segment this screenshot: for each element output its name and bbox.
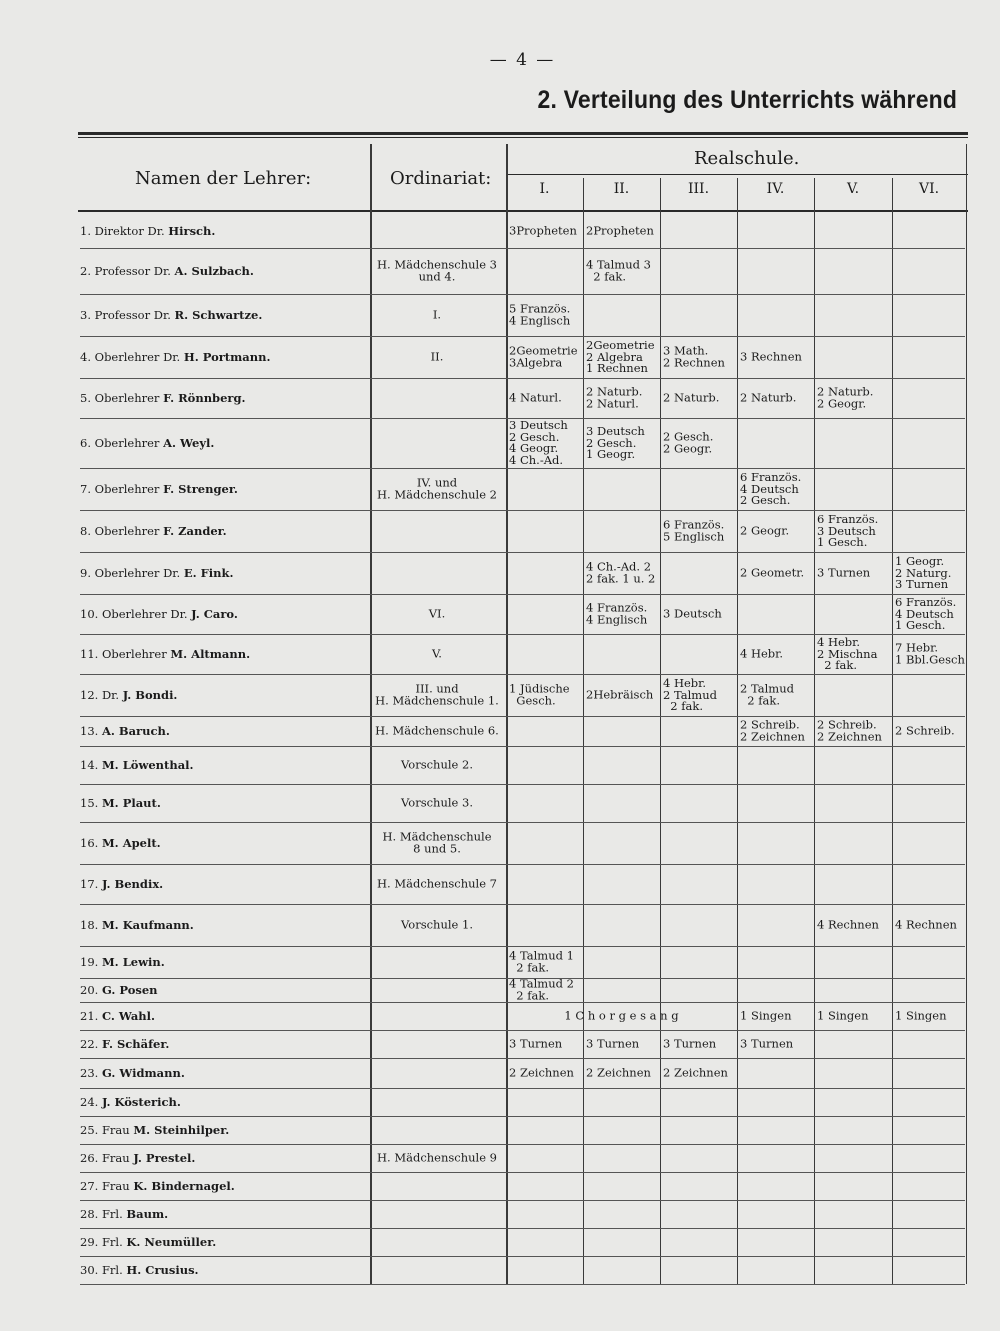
teacher-number: 19. bbox=[80, 955, 102, 969]
teacher-name bbox=[80, 566, 234, 580]
lesson-cell: 1 Geogr. 2 Naturg. 3 Turnen bbox=[895, 553, 952, 591]
lesson-cell: 2 Zeichnen bbox=[509, 1065, 574, 1080]
lesson-cell: 2 Talmud 2 fak. bbox=[740, 681, 794, 707]
teacher-number: 5. bbox=[80, 391, 95, 405]
teacher-number: 1. bbox=[80, 224, 95, 238]
lesson-cell: 6 Französ. 4 Deutsch 1 Gesch. bbox=[895, 594, 957, 632]
teacher-number: 24. bbox=[80, 1095, 102, 1109]
teacher-name bbox=[80, 647, 250, 661]
lesson-cell: 2 Zeichnen bbox=[586, 1065, 651, 1080]
teacher-name bbox=[80, 1235, 216, 1249]
lesson-cell: 1 Jüdische Gesch. bbox=[509, 681, 570, 707]
teacher-surname: F. Zander. bbox=[163, 524, 227, 538]
teacher-title: Oberlehrer bbox=[94, 436, 164, 450]
lesson-cell: 3 Rechnen bbox=[740, 349, 802, 364]
teacher-number: 25. bbox=[80, 1123, 102, 1137]
teacher-name bbox=[80, 1095, 181, 1109]
table-row bbox=[70, 1030, 970, 1058]
lesson-cell: 4 Rechnen bbox=[895, 917, 957, 932]
lesson-cell: 2 Geogr. bbox=[740, 523, 790, 538]
teacher-surname: G. Posen bbox=[101, 983, 158, 997]
teacher-name bbox=[80, 524, 227, 538]
teacher-title: Oberlehrer Dr. bbox=[94, 566, 184, 580]
section-heading: 2. Verteilung des Unterrichts während bbox=[537, 86, 957, 114]
teacher-name bbox=[80, 877, 163, 891]
teacher-number: 15. bbox=[80, 796, 102, 810]
teacher-name bbox=[80, 607, 238, 621]
table-row bbox=[70, 864, 970, 904]
ordinariat-cell: IV. und H. Mädchenschule 2 bbox=[376, 475, 497, 501]
teacher-surname: M. Löwenthal. bbox=[101, 758, 194, 772]
row-divider bbox=[80, 1284, 965, 1285]
lesson-cell: 3 Turnen bbox=[509, 1036, 563, 1051]
lesson-cell: 3 Deutsch 2 Gesch. 4 Geogr. 4 Ch.-Ad. bbox=[509, 418, 568, 467]
table-row bbox=[70, 1200, 970, 1228]
ordinariat-cell: II. bbox=[430, 349, 444, 364]
ordinariat-cell: VI. bbox=[428, 606, 446, 621]
teacher-surname: J. Prestel. bbox=[133, 1151, 196, 1165]
teacher-surname: R. Schwartze. bbox=[174, 308, 263, 322]
teacher-name bbox=[80, 1009, 155, 1023]
lesson-cell: 2 Naturb. bbox=[663, 390, 720, 405]
table-row bbox=[70, 418, 970, 468]
teacher-title: Oberlehrer Dr. bbox=[94, 350, 184, 364]
teacher-title: Oberlehrer bbox=[94, 482, 164, 496]
teacher-name bbox=[80, 1123, 229, 1137]
table-row bbox=[70, 978, 970, 1002]
teacher-name bbox=[80, 1207, 168, 1221]
teacher-number: 28. bbox=[80, 1207, 102, 1221]
table-row bbox=[70, 1228, 970, 1256]
teacher-name bbox=[80, 918, 194, 932]
top-rule-thin bbox=[78, 137, 968, 138]
teacher-surname: E. Fink. bbox=[183, 566, 234, 580]
teacher-number: 30. bbox=[80, 1263, 102, 1277]
teacher-number: 22. bbox=[80, 1037, 102, 1051]
teacher-number: 6. bbox=[80, 436, 95, 450]
lesson-cell: 2Hebräisch bbox=[586, 687, 654, 702]
teacher-number: 20. bbox=[80, 983, 102, 997]
teacher-name bbox=[80, 436, 214, 450]
lesson-cell: 4 Hebr. 2 Mischna 2 fak. bbox=[817, 634, 878, 672]
chorgesang-cell: 1 C h o r g e s a n g bbox=[564, 1008, 679, 1023]
teacher-number: 18. bbox=[80, 918, 102, 932]
lesson-cell: 4 Hebr. 2 Talmud 2 fak. bbox=[663, 675, 717, 713]
teacher-surname: Baum. bbox=[126, 1207, 169, 1221]
ordinariat-cell: Vorschule 2. bbox=[401, 757, 473, 772]
header-ordinariat: Ordinariat: bbox=[390, 168, 492, 189]
teacher-number: 23. bbox=[80, 1066, 102, 1080]
lesson-cell: 2 Zeichnen bbox=[663, 1065, 728, 1080]
header-class-2: II. bbox=[613, 181, 630, 197]
header-class-4: IV. bbox=[766, 181, 785, 197]
lesson-cell: 6 Französ. 3 Deutsch 1 Gesch. bbox=[817, 511, 879, 549]
table-row bbox=[70, 1058, 970, 1088]
teacher-number: 10. bbox=[80, 607, 102, 621]
lesson-cell: 4 Talmud 1 2 fak. bbox=[509, 948, 574, 974]
lesson-cell: 7 Hebr. 1 Bbl.Gesch bbox=[895, 640, 965, 666]
table-row bbox=[70, 784, 970, 822]
table-row bbox=[70, 1002, 970, 1030]
table-row bbox=[70, 552, 970, 594]
teacher-name bbox=[80, 1263, 199, 1277]
table-row bbox=[70, 1116, 970, 1144]
lesson-cell: 4 Rechnen bbox=[817, 917, 879, 932]
table-row bbox=[70, 214, 970, 248]
teacher-number: 14. bbox=[80, 758, 102, 772]
teacher-title: Professor Dr. bbox=[94, 308, 175, 322]
table-row bbox=[70, 904, 970, 946]
lesson-cell: 2 Naturb. 2 Geogr. bbox=[817, 384, 874, 410]
teacher-name bbox=[80, 391, 246, 405]
header-class-6: VI. bbox=[918, 181, 940, 197]
ordinariat-cell: H. Mädchenschule 8 und 5. bbox=[382, 829, 492, 855]
teacher-title: Frl. bbox=[101, 1263, 127, 1277]
lesson-cell: 6 Französ. 5 Englisch bbox=[663, 517, 725, 543]
table-row bbox=[70, 674, 970, 716]
teacher-surname: Hirsch. bbox=[168, 224, 216, 238]
lesson-cell: 2 Schreib. 2 Zeichnen bbox=[740, 717, 805, 743]
lesson-cell: 4 Hebr. bbox=[740, 646, 784, 661]
lesson-cell: 3 Deutsch bbox=[663, 606, 722, 621]
teacher-title: Oberlehrer bbox=[94, 524, 164, 538]
header-class-5: V. bbox=[846, 181, 860, 197]
teacher-name bbox=[80, 1037, 169, 1051]
teacher-title: Direktor Dr. bbox=[94, 224, 169, 238]
teacher-surname: K. Bindernagel. bbox=[133, 1179, 235, 1193]
teacher-title: Frl. bbox=[101, 1207, 127, 1221]
ordinariat-cell: H. Mädchenschule 6. bbox=[375, 723, 499, 738]
teacher-name bbox=[80, 224, 215, 238]
teacher-name bbox=[80, 1179, 235, 1193]
lesson-cell: 4 Talmud 2 2 fak. bbox=[509, 976, 574, 1002]
table-row bbox=[70, 468, 970, 510]
teacher-name bbox=[80, 796, 161, 810]
lesson-cell: 2Geometrie 2 Algebra 1 Rechnen bbox=[586, 337, 655, 375]
table-row bbox=[70, 1172, 970, 1200]
teacher-surname: F. Schäfer. bbox=[101, 1037, 170, 1051]
lesson-cell: 2 Schreib. bbox=[895, 723, 955, 738]
table-row bbox=[70, 294, 970, 336]
teacher-surname: M. Apelt. bbox=[101, 836, 161, 850]
lesson-cell: 3 Turnen bbox=[817, 565, 871, 580]
teacher-surname: M. Plaut. bbox=[101, 796, 161, 810]
table-row bbox=[70, 1144, 970, 1172]
header-class-3: III. bbox=[687, 181, 710, 197]
teacher-number: 12. bbox=[80, 688, 102, 702]
lesson-cell: 4 Naturl. bbox=[509, 390, 562, 405]
teacher-surname: M. Kaufmann. bbox=[101, 918, 194, 932]
teacher-surname: A. Weyl. bbox=[163, 436, 215, 450]
teacher-surname: C. Wahl. bbox=[101, 1009, 156, 1023]
lesson-cell: 2 Geometr. bbox=[740, 565, 805, 580]
teacher-number: 26. bbox=[80, 1151, 102, 1165]
teacher-number: 11. bbox=[80, 647, 102, 661]
teacher-number: 27. bbox=[80, 1179, 102, 1193]
lesson-cell: 3 Math. 2 Rechnen bbox=[663, 343, 725, 369]
teacher-number: 13. bbox=[80, 724, 102, 738]
teacher-surname: H. Crusius. bbox=[126, 1263, 199, 1277]
teacher-name bbox=[80, 724, 170, 738]
teacher-name bbox=[80, 308, 262, 322]
lesson-cell: 1 Singen bbox=[740, 1008, 792, 1023]
table-row bbox=[70, 378, 970, 418]
teacher-number: 16. bbox=[80, 836, 102, 850]
teacher-number: 17. bbox=[80, 877, 102, 891]
teacher-name bbox=[80, 836, 161, 850]
lesson-cell: 2Propheten bbox=[586, 223, 654, 238]
teacher-surname: K. Neumüller. bbox=[126, 1235, 217, 1249]
teacher-title: Frl. bbox=[101, 1235, 127, 1249]
lesson-cell: 5 Französ. 4 Englisch bbox=[509, 301, 571, 327]
teacher-surname: J. Kösterich. bbox=[101, 1095, 181, 1109]
teacher-surname: M. Altmann. bbox=[170, 647, 251, 661]
teacher-surname: F. Rönnberg. bbox=[163, 391, 246, 405]
teacher-name bbox=[80, 758, 194, 772]
teacher-name bbox=[80, 955, 165, 969]
teacher-name bbox=[80, 482, 238, 496]
teacher-title: Professor Dr. bbox=[94, 264, 175, 278]
teacher-title: Oberlehrer bbox=[101, 647, 171, 661]
teacher-name bbox=[80, 983, 158, 997]
teacher-surname: J. Bondi. bbox=[122, 688, 178, 702]
lesson-cell: 2 Naturb. 2 Naturl. bbox=[586, 384, 643, 410]
table-row bbox=[70, 1256, 970, 1284]
lesson-cell: 1 Singen bbox=[817, 1008, 869, 1023]
table-row bbox=[70, 510, 970, 552]
lesson-cell: 4 Ch.-Ad. 2 2 fak. 1 u. 2 bbox=[586, 559, 656, 585]
page-number: — 4 — bbox=[489, 50, 556, 70]
teacher-title: Oberlehrer Dr. bbox=[101, 607, 192, 621]
teacher-number: 3. bbox=[80, 308, 95, 322]
table-row bbox=[70, 746, 970, 784]
teacher-title: Oberlehrer bbox=[94, 391, 164, 405]
teacher-title: Dr. bbox=[101, 688, 123, 702]
top-rule bbox=[78, 132, 968, 135]
teacher-number: 29. bbox=[80, 1235, 102, 1249]
ordinariat-cell: H. Mädchenschule 3 und 4. bbox=[376, 257, 497, 283]
header-class-1: I. bbox=[539, 181, 550, 197]
ordinariat-cell: H. Mädchenschule 7 bbox=[376, 876, 497, 891]
lesson-cell: 3Propheten bbox=[509, 223, 577, 238]
lesson-cell: 3 Turnen bbox=[586, 1036, 640, 1051]
lesson-cell: 2 Gesch. 2 Geogr. bbox=[663, 429, 714, 455]
teacher-number: 4. bbox=[80, 350, 95, 364]
teacher-name bbox=[80, 1151, 195, 1165]
lesson-cell: 3 Turnen bbox=[663, 1036, 717, 1051]
table-row bbox=[70, 822, 970, 864]
ordinariat-cell: III. und H. Mädchenschule 1. bbox=[375, 681, 499, 707]
table-row bbox=[70, 716, 970, 746]
table-row bbox=[70, 634, 970, 674]
teacher-name bbox=[80, 1066, 185, 1080]
lesson-cell: 2 Schreib. 2 Zeichnen bbox=[817, 717, 882, 743]
header-realschule: Realschule. bbox=[694, 148, 800, 169]
table-row bbox=[70, 594, 970, 634]
header-bottom-rule bbox=[78, 210, 968, 212]
lesson-cell: 3 Deutsch 2 Gesch. 1 Geogr. bbox=[586, 423, 645, 461]
table-row bbox=[70, 946, 970, 978]
teacher-surname: F. Strenger. bbox=[163, 482, 238, 496]
table-row bbox=[70, 336, 970, 378]
lesson-cell: 2Geometrie 3Algebra bbox=[509, 343, 578, 369]
teacher-name bbox=[80, 688, 177, 702]
teacher-name bbox=[80, 264, 254, 278]
teacher-surname: J. Bendix. bbox=[101, 877, 164, 891]
teacher-number: 21. bbox=[80, 1009, 102, 1023]
teacher-title: Frau bbox=[101, 1123, 134, 1137]
ordinariat-cell: I. bbox=[432, 307, 442, 322]
teacher-title: Frau bbox=[101, 1151, 134, 1165]
teacher-surname: A. Sulzbach. bbox=[174, 264, 254, 278]
lesson-cell: 4 Französ. 4 Englisch bbox=[586, 600, 648, 626]
teacher-number: 7. bbox=[80, 482, 95, 496]
lesson-cell: 3 Turnen bbox=[740, 1036, 794, 1051]
table-row bbox=[70, 248, 970, 294]
ordinariat-cell: H. Mädchenschule 9 bbox=[376, 1150, 497, 1165]
teacher-surname: G. Widmann. bbox=[101, 1066, 185, 1080]
teacher-number: 8. bbox=[80, 524, 95, 538]
teacher-title: Frau bbox=[101, 1179, 134, 1193]
header-names: Namen der Lehrer: bbox=[135, 168, 312, 189]
teacher-surname: H. Portmann. bbox=[183, 350, 271, 364]
teacher-name bbox=[80, 350, 270, 364]
teacher-number: 9. bbox=[80, 566, 95, 580]
teacher-surname: J. Caro. bbox=[191, 607, 238, 621]
ordinariat-cell: Vorschule 1. bbox=[401, 917, 473, 932]
teacher-surname: A. Baruch. bbox=[101, 724, 170, 738]
lesson-cell: 6 Französ. 4 Deutsch 2 Gesch. bbox=[740, 469, 802, 507]
teacher-surname: M. Lewin. bbox=[101, 955, 165, 969]
lesson-cell: 4 Talmud 3 2 fak. bbox=[586, 257, 651, 283]
teacher-surname: M. Steinhilper. bbox=[133, 1123, 230, 1137]
ordinariat-cell: V. bbox=[432, 646, 442, 661]
teacher-number: 2. bbox=[80, 264, 95, 278]
lesson-cell: 2 Naturb. bbox=[740, 390, 797, 405]
ordinariat-cell: Vorschule 3. bbox=[401, 795, 473, 810]
table-row bbox=[70, 1088, 970, 1116]
lesson-cell: 1 Singen bbox=[895, 1008, 947, 1023]
realschule-rule bbox=[506, 174, 968, 175]
